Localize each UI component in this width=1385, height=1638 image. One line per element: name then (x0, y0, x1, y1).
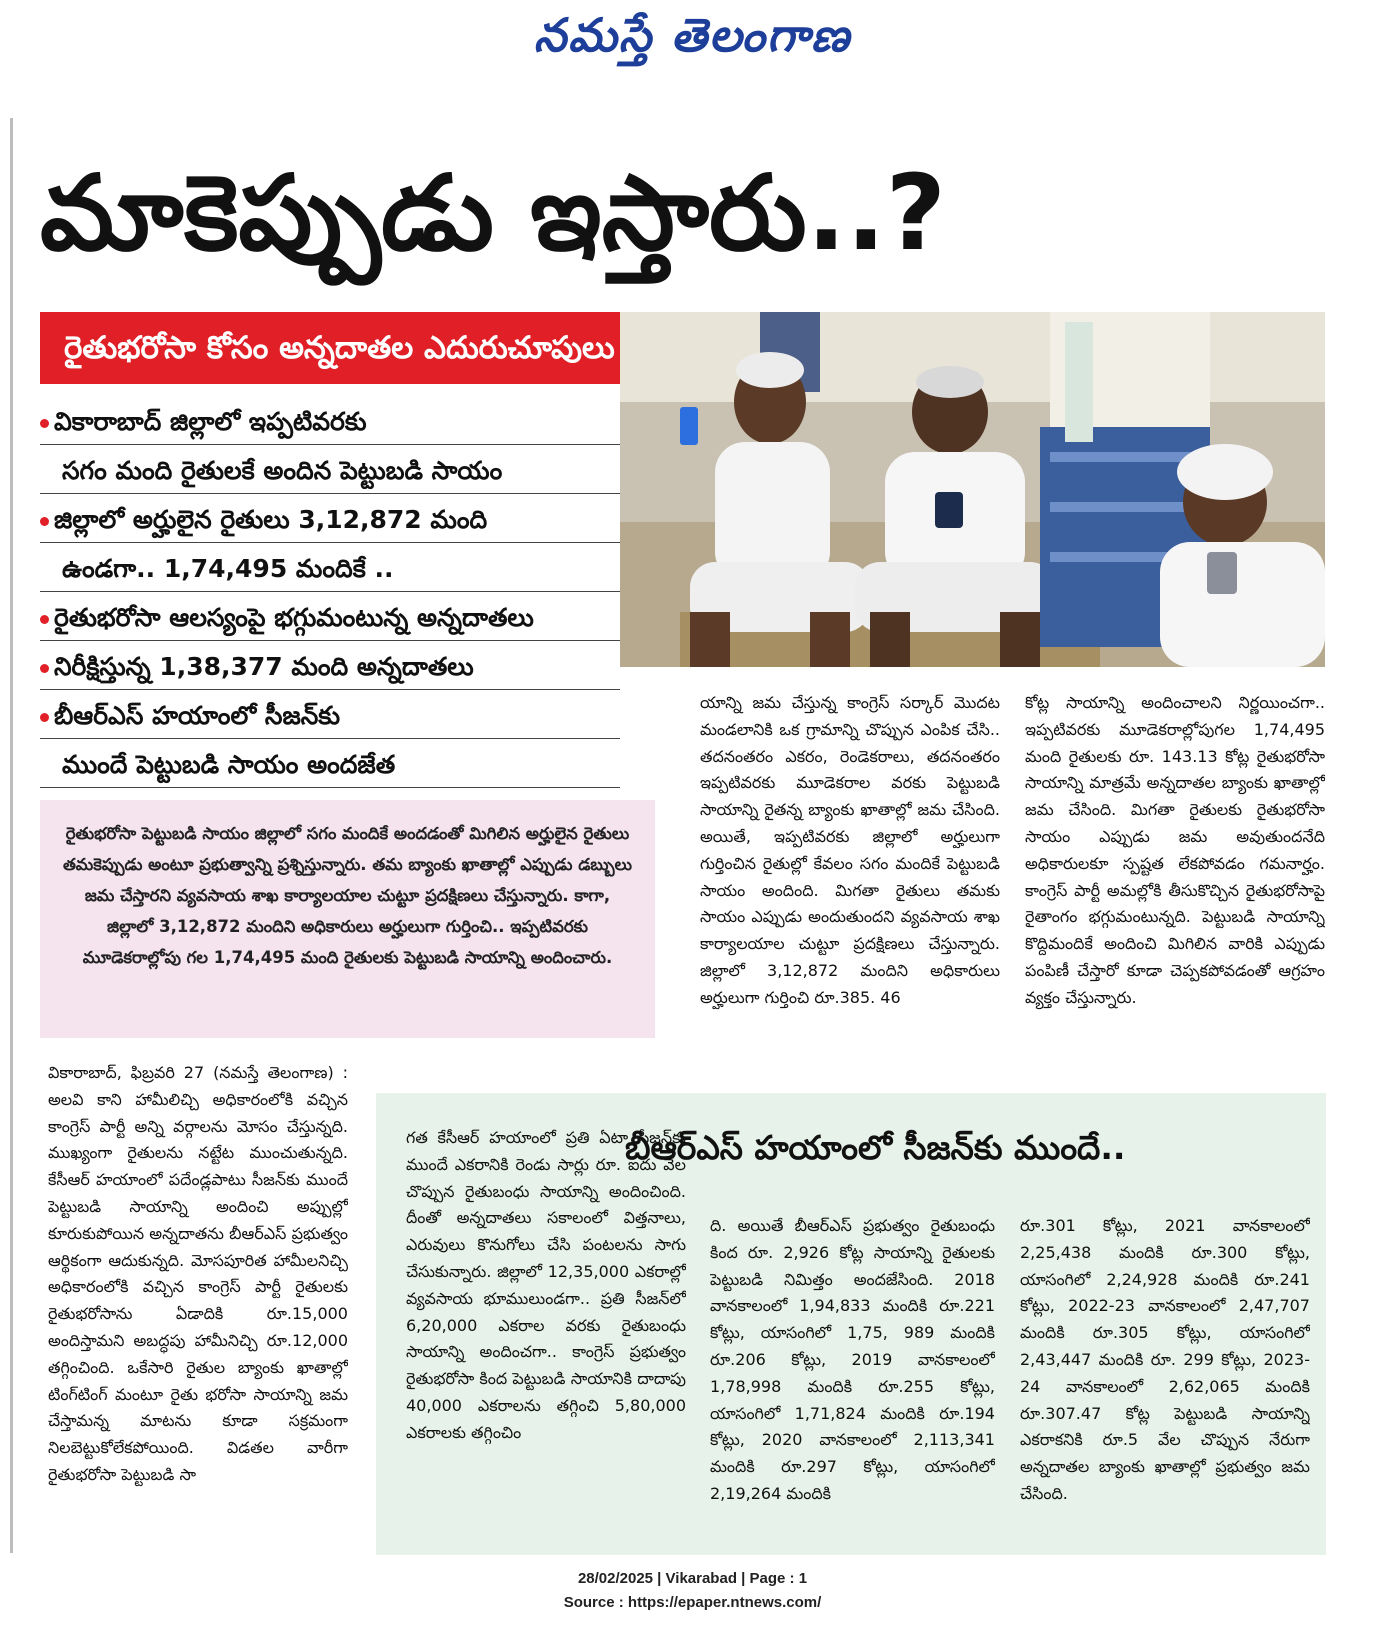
footer-source: Source : https://epaper.ntnews.com/ (563, 1594, 822, 1611)
red-bullet-icon (40, 517, 49, 526)
key-point (40, 596, 620, 641)
summary-box: రైతుభరోసా పెట్టుబడి సాయం జిల్లాలో సగం మందికే అందడంతో మిగిలిన అర్హులైన రైతులు తమకెప్పుడు అంటూ ప్రభుత్వాన్ని ప్రశ్నిస్తున్నారు. తమ బ్యాంకు ఖాతాల్లో ఎప్పుడు డబ్బులు జమ చేస్తారని వ్యవసాయ శాఖ కార్యాలయాల చుట్టూ ప్రదక్షిణలు చేస్తున్నారు. కాగా, జిల్లాలో 3,12,872 మందిని అధికారులు అర్హులుగా గుర్తించి.. ఇప్పటివరకు మూడెకరాల్లోపు గల 1,74,495 మంది రైతులకు పెట్టుబడి సాయాన్ని అందించారు. (40, 800, 655, 1038)
key-point-text: ముందే పెట్టుబడి సాయం అందజేత (62, 750, 396, 779)
sidebar-text: రూ.301 కోట్లు, 2021 వానకాలంలో 2,25,438 మందికి రూ.300 కోట్లు, యాసంగిలో 2,24,928 మందికి రూ.241 కోట్లు, 2022-23 వానకాలంలో 2,47,707 మందికి రూ.305 కోట్లు, యాసంగిలో 2,43,447 మందికి రూ. 299 కోట్లు, 2023-24 వానకాలంలో 2,62,065 మందికి రూ.307.47 కోట్ల పెట్టుబడి సాయాన్ని ఎకరాకనికి రూ.5 వేల చొప్పున నేరుగా అన్నదాతల బ్యాంకు ఖాతాల్లో ప్రభుత్వం జమ చేసింది. (1020, 1216, 1310, 1503)
sidebar-column-2 (710, 1213, 995, 1550)
key-point-text: జిల్లాలో అర్హులైన రైతులు 3,12,872 మంది (54, 505, 488, 534)
key-point-text: నిరీక్షిస్తున్న 1,38,377 మంది అన్నదాతలు (54, 652, 474, 681)
key-point (40, 400, 620, 445)
sidebar-text: ది. అయితే బీఆర్ఎస్ ప్రభుత్వం రైతుబంధు కింద రూ. 2,926 కోట్ల సాయాన్ని రైతులకు పెట్టుబడి నిమిత్తం అందజేసింది. 2018 వానకాలంలో 1,94,833 మందికి రూ.221 కోట్లు, యాసంగిలో 1,75, 989 మందికి రూ.206 కోట్లు, 2019 వానకాలంలో 1,78,998 మందికి రూ.255 కోట్లు, యాసంగిలో 1,71,824 మందికి రూ.194 కోట్లు, 2020 వానకాలంలో 2,113,341 మందికి రూ.297 కోట్లు, యాసంగిలో 2,19,264 మందికి (710, 1216, 995, 1503)
key-point (40, 743, 620, 788)
left-column-rule (10, 118, 13, 1553)
article-text: వికారాబాద్, ఫిబ్రవరి 27 (నమస్తే తెలంగాణ) : అలవి కాని హామీలిచ్చి అధికారంలోకి వచ్చిన కాంగ్రెస్ పార్టీ అన్ని వర్గాలను మోసం చేస్తున్నది. ముఖ్యంగా రైతులను నట్టేట ముంచుతున్నది. కేసీఆర్ హయాంలో పదేండ్లపాటు సీజన్‌కు ముందే పెట్టుబడి సాయాన్ని అందించి అప్పుల్లో కూరుకుపోయిన అన్నదాతను బీఆర్ఎస్ ప్రభుత్వం ఆర్థికంగా ఆదుకున్నది. మోసపూరిత హామీలనిచ్చి అధికారంలోకి వచ్చిన కాంగ్రెస్ పార్టీ రైతులకు రైతుభరోసాను ఏడాదికి రూ.15,000 అందిస్తామని అబద్ధపు హామీనిచ్చి రూ.12,000 తగ్గించింది. ఒకేసారి రైతుల బ్యాంకు ఖాతాల్లో టింగ్‌టింగ్ మంటూ రైతు భరోసా సాయాన్ని జమ చేస్తామన్న మాటను కూడా సక్రమంగా నిలబెట్టుకోలేకపోయింది. విడతల వారీగా రైతుభరోసా పెట్టుబడి సా (48, 1063, 348, 1484)
footer-date-page: 28/02/2025 | Vikarabad | Page : 1 (577, 1570, 808, 1587)
red-bullet-icon (40, 419, 49, 428)
article-column-right (1025, 690, 1325, 1045)
article-text: కోట్ల సాయాన్ని అందించాలని నిర్ణయించగా.. ఇప్పటివరకు మూడెకరాల్లోపుగల 1,74,495 మంది రైతులకు రూ. 143.13 కోట్ల రైతుభరోసా సాయాన్ని మాత్రమే అన్నదాతల బ్యాంకు ఖాతాల్లో జమ చేసింది. మిగతా రైతులకు రైతుభరోసా సాయం ఎప్పుడు జమ అవుతుందనేది అధికారులకూ స్పష్టత లేకపోవడం గమనార్హం. కాంగ్రెస్ పార్టీ అమల్లోకి తీసుకొచ్చిన రైతుభరోసాపై రైతాంగం భగ్గుమంటున్నది. పెట్టుబడి సాయాన్ని కొద్దిమందికే అందించి మిగిలిన వారికి ఎప్పుడు పంపిణీ చేస్తారో కూడా చెప్పకపోవడంతో ఆగ్రహం వ్యక్తం చేస్తున్నారు. (1025, 693, 1325, 1007)
sidebar-column-1 (406, 1125, 686, 1550)
key-point-text: ఉండగా.. 1,74,495 మందికే .. (62, 554, 394, 583)
subheadline-band: రైతుభరోసా కోసం అన్నదాతల ఎదురుచూపులు (40, 312, 740, 384)
key-point-text: సగం మంది రైతులకే అందిన పెట్టుబడి సాయం (62, 456, 503, 485)
key-points-list (40, 400, 620, 792)
key-point (40, 645, 620, 690)
key-point (40, 694, 620, 739)
sidebar-text: గత కేసీఆర్ హయాంలో ప్రతి ఏటా సీజన్‌కు ముందే ఎకరానికి రెండు సార్లు రూ. ఐదు వేల చొప్పున రైతుబంధు సాయాన్ని అందించింది. దీంతో అన్నదాతలు సకాలంలో విత్తనాలు, ఎరువులు కొనుగోలు చేసి పంటలను సాగు చేసుకున్నారు. జిల్లాలో 12,35,000 ఎకరాల్లో వ్యవసాయ భూములుండగా.. ప్రతి సీజన్‌లో 6,20,000 ఎకరాల వరకు రైతుబంధు సాయాన్ని అందించగా.. కాంగ్రెస్ ప్రభుత్వం రైతుభరోసా కింద పెట్టుబడి సాయానికి దాదాపు 40,000 ఎకరాలను తగ్గించి 5,80,000 ఎకరాలకు తగ్గించిం (406, 1128, 686, 1442)
farmers-photo-illustration (620, 312, 1325, 667)
article-column-middle (700, 690, 1000, 1045)
key-point-text: వికారాబాద్ జిల్లాలో ఇప్పటివరకు (54, 407, 367, 436)
key-point-text: రైతుభరోసా ఆలస్యంపై భగ్గుమంటున్న అన్నదాతలు (54, 603, 534, 632)
red-bullet-icon (40, 713, 49, 722)
sidebar-heading: బీఆర్ఎస్ హయాంలో సీజన్‌కు ముందే.. (625, 1128, 1126, 1167)
key-point (40, 547, 620, 592)
headline: మాకెప్పుడు ఇస్తారు..? (40, 152, 946, 274)
key-point (40, 449, 620, 494)
article-text: యాన్ని జమ చేస్తున్న కాంగ్రెస్ సర్కార్ మొదట మండలానికి ఒక గ్రామాన్ని చొప్పున ఎంపిక చేసి.. తదనంతరం ఎకరం, రెండెకరాలు, తదనంతరం ఇప్పటివరకు మూడెకరాల వరకు పెట్టుబడి సాయాన్ని రైతన్న బ్యాంకు ఖాతాల్లో జమ చేసింది. అయితే, ఇప్పటివరకు జిల్లాలో అర్హులుగా గుర్తించిన రైతుల్లో కేవలం సగం మందికే పెట్టుబడి సాయం అందింది. మిగతా రైతులు తమకు సాయం ఎప్పుడు అందుతుందని వ్యవసాయ శాఖ కార్యాలయాల చుట్టూ ప్రదక్షిణలు చేస్తున్నారు. జిల్లాలో 3,12,872 మందిని అధికారులు అర్హులుగా గుర్తించి రూ.385. 46 (700, 693, 1000, 1007)
red-bullet-icon (40, 664, 49, 673)
farmers-photo (620, 312, 1325, 667)
article-column-left (48, 1060, 348, 1550)
key-point (40, 498, 620, 543)
masthead-logo: నమస్తే తెలంగాణ (533, 8, 852, 62)
red-bullet-icon (40, 615, 49, 624)
key-point-text: బీఆర్ఎస్ హయాంలో సీజన్‌కు (54, 701, 340, 730)
sidebar-column-3 (1020, 1213, 1310, 1550)
